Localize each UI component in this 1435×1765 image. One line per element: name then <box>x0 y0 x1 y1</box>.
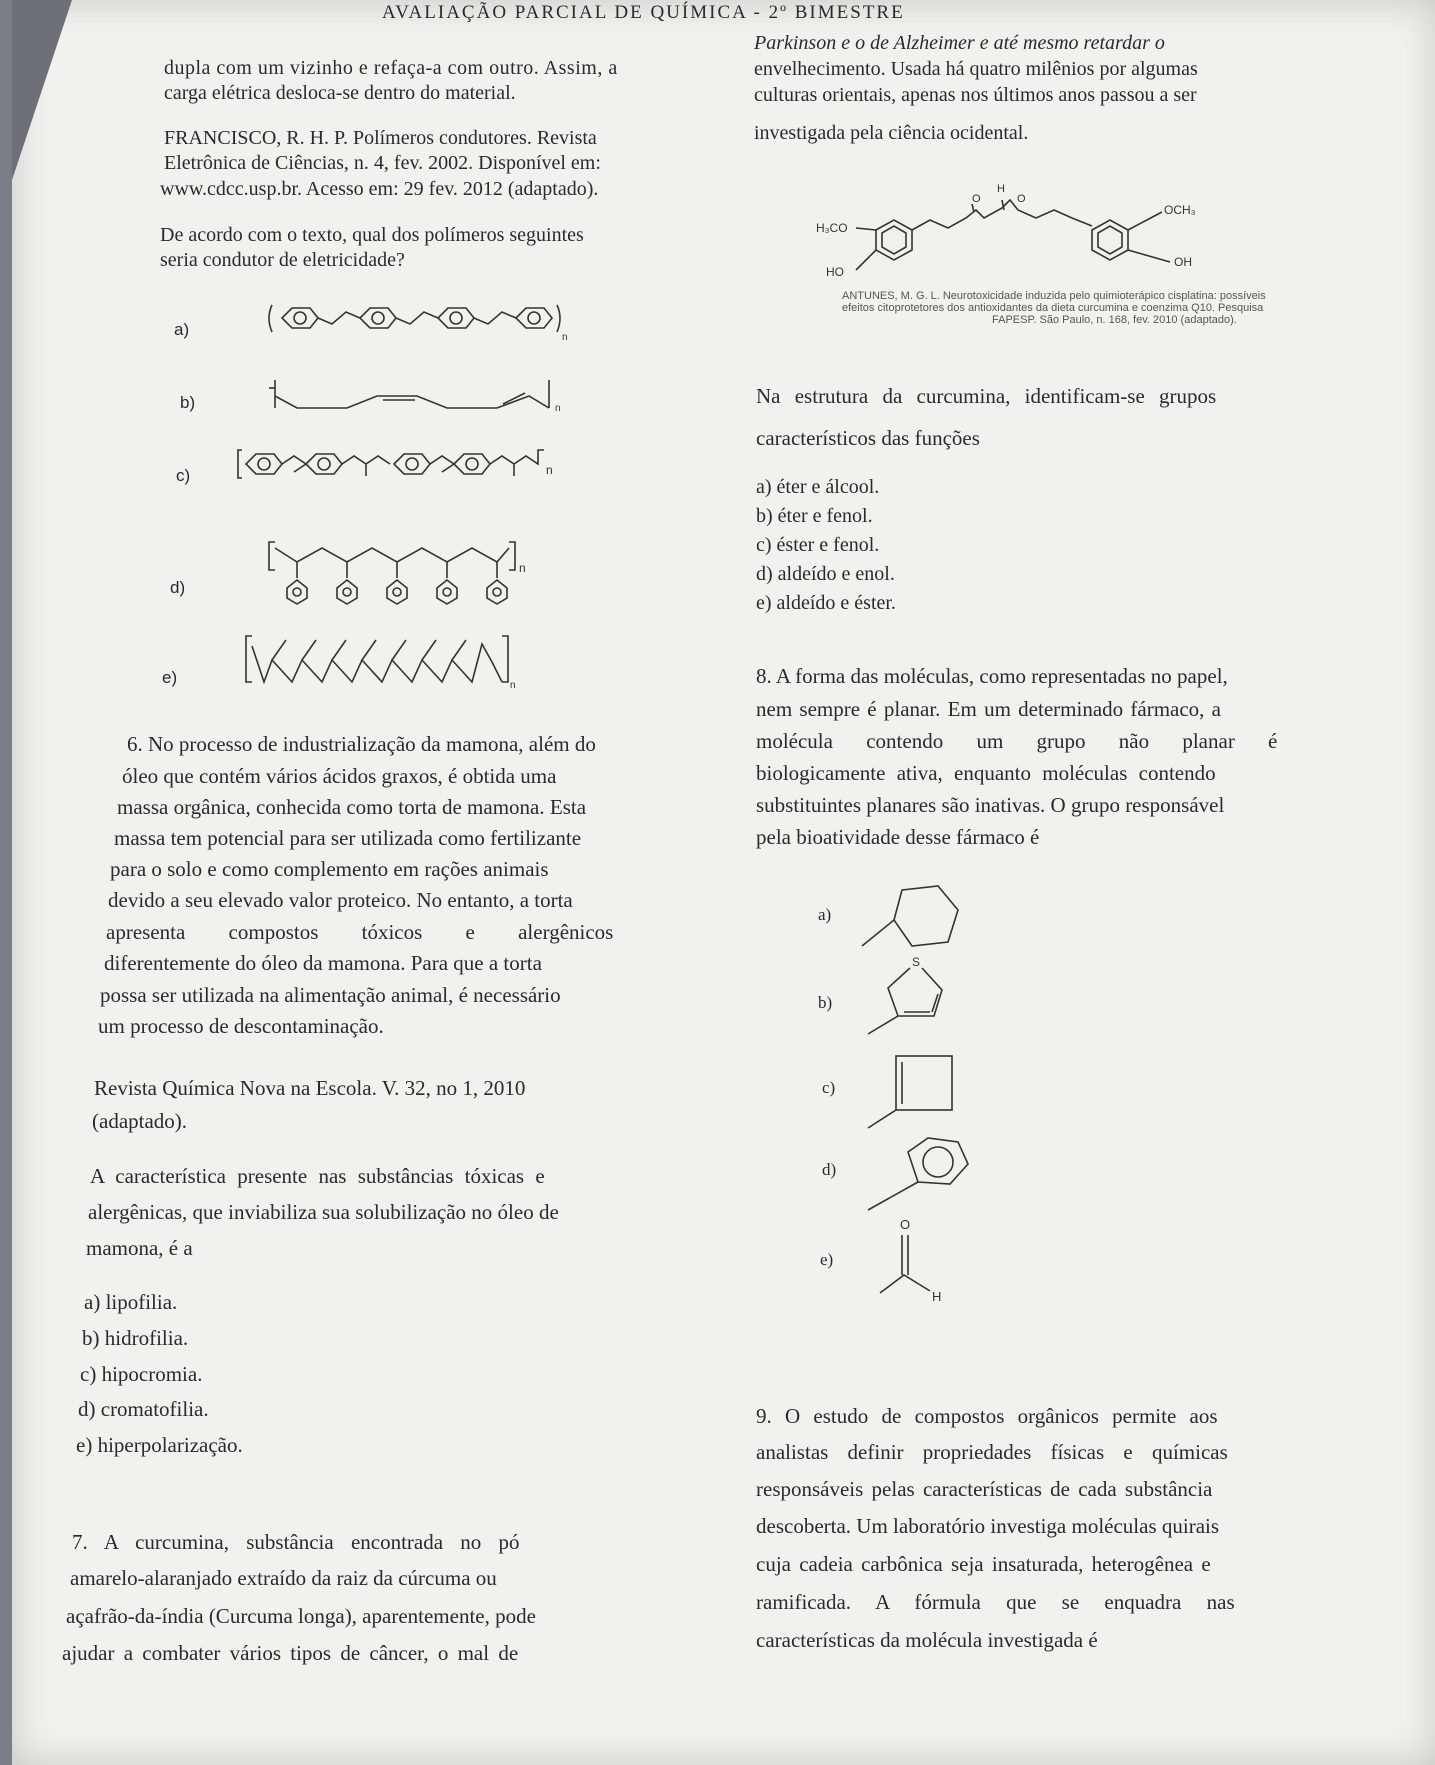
question7-prompt: característicos das funções <box>756 426 980 450</box>
option-label[interactable]: e) <box>820 1250 834 1269</box>
curcumina-text: Parkinson e o de Alzheimer e até mesmo retardar o <box>754 32 1165 54</box>
intro-line: dupla com um vizinho e refaça-a com outro. Assim, a <box>164 57 618 79</box>
curcumina-text: envelhecimento. Usada há quatro milênios por algumas <box>754 58 1198 80</box>
polymer-c-structure <box>234 442 624 490</box>
question7-line: amarelo-alaranjado extraído da raiz da cúrcuma ou <box>70 1566 497 1590</box>
polymer-a-structure <box>262 300 582 343</box>
question8-line: 8. A forma das moléculas, como representadas no papel, <box>756 664 1228 688</box>
aldehyde-group <box>832 1215 952 1305</box>
svg-text:O: O <box>1017 193 1026 205</box>
svg-text:OCH₃: OCH₃ <box>1164 203 1196 217</box>
question9-line: analistas definir propriedades físicas e químicas <box>756 1440 1228 1464</box>
question7-option[interactable]: c) éster e fenol. <box>756 534 880 556</box>
question8-line: nem sempre é planar. Em um determinado fármaco, a <box>756 697 1221 721</box>
question7-option[interactable]: b) éter e fenol. <box>756 505 873 527</box>
question6-prompt: mamona, é a <box>86 1236 193 1260</box>
question7-option[interactable]: e) aldeído e éster. <box>756 592 896 614</box>
question6-line: apresenta compostos tóxicos e alergênicos <box>106 920 614 944</box>
option-label[interactable]: c) <box>822 1078 836 1097</box>
svg-text:H₃CO: H₃CO <box>816 221 848 235</box>
question7-prompt: Na estrutura da curcumina, identificam-se grupos <box>756 384 1217 408</box>
question6-line: massa orgânica, conhecida como torta de mamona. Esta <box>117 795 587 819</box>
question6-line: um processo de descontaminação. <box>98 1014 384 1038</box>
option-label[interactable]: d) <box>822 1160 837 1179</box>
question7-line: ajudar a combater vários tipos de câncer, o mal de <box>62 1641 519 1665</box>
page-header: AVALIAÇÃO PARCIAL DE QUÍMICA - 2º BIMESTRE <box>382 2 905 23</box>
question7-line: açafrão-da-índia (Curcuma longa), aparentemente, pode <box>66 1604 536 1628</box>
page-corner-shadow <box>12 0 72 180</box>
figure-credit: efeitos citoprotetores dos antioxidantes da dieta curcumina e coenzima Q10. Pesquisa <box>842 302 1264 314</box>
question5-text: De acordo com o texto, qual dos polímeros seguintes <box>160 224 584 246</box>
option-label[interactable]: b) <box>818 993 833 1012</box>
svg-text:O: O <box>900 1217 911 1232</box>
question9-line: descoberta. Um laboratório investiga moléculas quirais <box>756 1514 1220 1538</box>
question6-line: massa tem potencial para ser utilizada como fertilizante <box>114 826 582 850</box>
option-label: a) <box>174 320 190 339</box>
question6-line: para o solo e como complemento em rações animais <box>110 857 549 881</box>
polymer-n: n <box>555 403 561 414</box>
question6-line: devido a seu elevado valor proteico. No entanto, a torta <box>108 888 573 912</box>
question9-line: cuja cadeia carbônica seja insaturada, heterogênea e <box>756 1552 1211 1576</box>
question6-prompt: A característica presente nas substâncias tóxicas e <box>90 1164 545 1188</box>
question6-line: óleo que contém vários ácidos graxos, é obtida uma <box>122 764 557 788</box>
cyclobutenyl-group <box>868 1050 968 1130</box>
question6-reference: Revista Química Nova na Escola. V. 32, no 1, 2010 <box>94 1076 526 1100</box>
svg-text:H: H <box>932 1289 942 1304</box>
question9-line: 9. O estudo de compostos orgânicos permite aos <box>756 1404 1218 1428</box>
question8-line: molécula contendo um grupo não planar é <box>756 729 1278 753</box>
reference-line: FRANCISCO, R. H. P. Polímeros condutores. Revista <box>164 127 597 149</box>
question6-reference: (adaptado). <box>92 1109 188 1133</box>
thiophene-group <box>868 950 968 1040</box>
question7-line: 7. A curcumina, substância encontrada no pó <box>72 1530 520 1554</box>
figure-credit: ANTUNES, M. G. L. Neurotoxicidade induzida pelo quimioterápico cisplatina: possíveis <box>842 290 1266 302</box>
option-label[interactable]: a) <box>818 905 832 924</box>
polymer-n: n <box>546 463 553 477</box>
question6-option[interactable]: c) hipocromia. <box>80 1362 203 1386</box>
question6-prompt: alergênicas, que inviabiliza sua solubilização no óleo de <box>88 1200 559 1224</box>
polymer-d-structure <box>267 540 537 610</box>
question6-line: possa ser utilizada na alimentação animal, é necessário <box>100 983 561 1007</box>
phenyl-group <box>868 1130 988 1220</box>
reference-line: Eletrônica de Ciências, n. 4, fev. 2002. Disponível em: <box>164 152 601 174</box>
exam-page <box>12 0 1435 1765</box>
question7-option[interactable]: d) aldeído e enol. <box>756 563 895 585</box>
intro-line: carga elétrica desloca-se dentro do material. <box>164 82 516 104</box>
question8-line: pela bioatividade desse fármaco é <box>756 825 1040 849</box>
svg-text:H: H <box>997 183 1005 195</box>
svg-text:O: O <box>972 193 981 205</box>
svg-text:S: S <box>912 955 921 969</box>
question6-option[interactable]: a) lipofilia. <box>84 1290 178 1314</box>
question7-option[interactable]: a) éter e álcool. <box>756 476 880 498</box>
svg-text:OH: OH <box>1174 255 1192 269</box>
question9-line: ramificada. A fórmula que se enquadra nas <box>756 1590 1235 1614</box>
question9-line: responsáveis pelas características de cada substância <box>756 1477 1213 1501</box>
option-label: d) <box>170 578 186 597</box>
question6-option[interactable]: b) hidrofilia. <box>82 1326 189 1350</box>
question8-line: substituintes planares são inativas. O grupo responsável <box>756 793 1225 817</box>
polymer-n: n <box>519 561 526 575</box>
question6-option[interactable]: e) hiperpolarização. <box>76 1433 243 1457</box>
figure-credit: FAPESP. São Paulo, n. 168, fev. 2010 (adaptado). <box>992 314 1237 326</box>
option-label: b) <box>180 393 196 412</box>
question9-line: características da molécula investigada é <box>756 1628 1098 1652</box>
option-label: c) <box>176 466 191 485</box>
question5-text: seria condutor de eletricidade? <box>160 249 405 271</box>
question8-line: biologicamente ativa, enquanto moléculas contendo <box>756 761 1216 785</box>
curcumina-text: culturas orientais, apenas nos últimos anos passou a ser <box>754 84 1197 106</box>
svg-text:HO: HO <box>826 265 844 279</box>
question6-option[interactable]: d) cromatofilia. <box>78 1397 209 1421</box>
curcumina-text: investigada pela ciência ocidental. <box>754 122 1029 144</box>
question6-line: 6. No processo de industrialização da mamona, além do <box>127 732 596 756</box>
polymer-n: n <box>562 332 568 343</box>
polymer-e-structure <box>242 632 542 692</box>
cyclohexyl-group <box>862 880 982 960</box>
polymer-b-structure <box>267 378 567 418</box>
option-label: e) <box>162 668 178 687</box>
curcumin-structure <box>812 180 1212 290</box>
reference-line: www.cdcc.usp.br. Acesso em: 29 fev. 2012 (adaptado). <box>160 178 599 200</box>
question6-line: diferentemente do óleo da mamona. Para que a torta <box>104 951 542 975</box>
polymer-n: n <box>510 680 516 691</box>
